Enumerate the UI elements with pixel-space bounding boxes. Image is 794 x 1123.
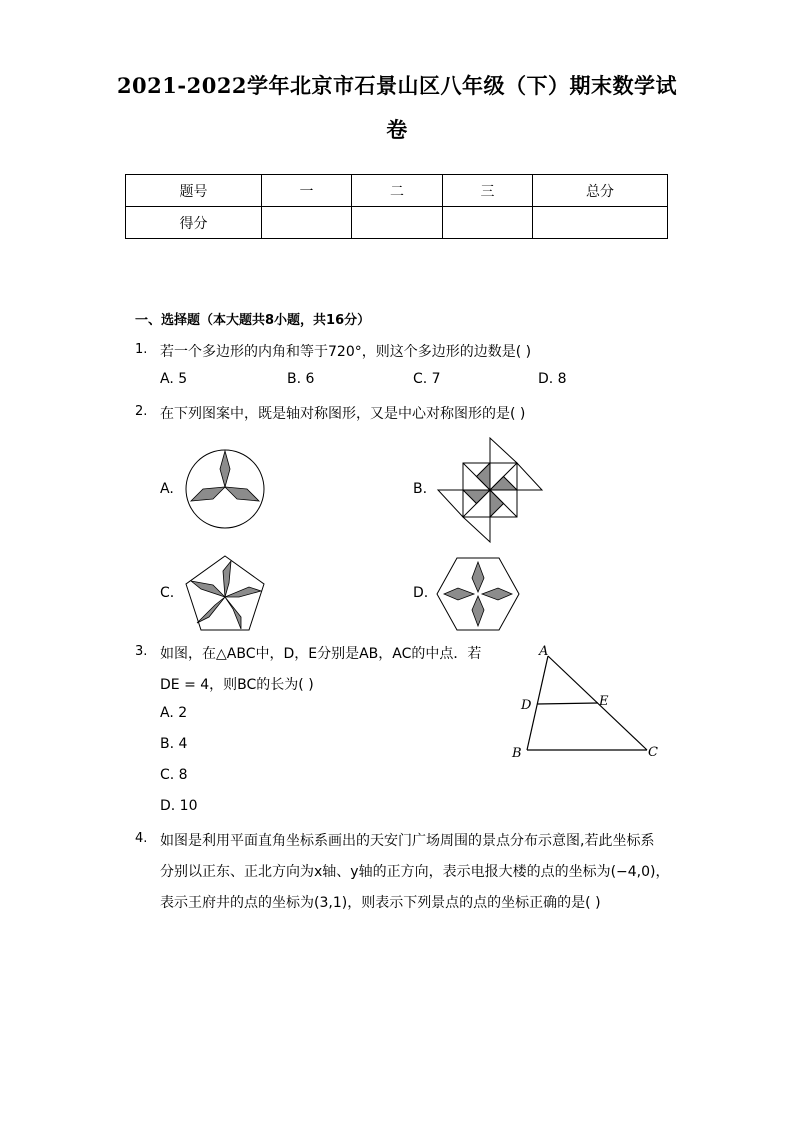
question-text: 若一个多边形的内角和等于720°，则这个多边形的边数是( ) — [160, 344, 532, 360]
question-number: 3. — [135, 644, 148, 659]
score-table — [125, 174, 668, 239]
table-cell-empty[interactable] — [533, 207, 668, 239]
question-text-line1: 如图是利用平面直角坐标系画出的天安门广场周围的景点分布示意图,若此坐标系 — [160, 833, 655, 849]
table-cell: 总分 — [533, 175, 668, 207]
option-d[interactable]: D. — [413, 585, 429, 601]
label-e: E — [599, 694, 609, 709]
label-c: C — [648, 745, 658, 760]
table-cell: 得分 — [126, 207, 262, 239]
question-text: 在下列图案中，既是轴对称图形，又是中心对称图形的是( ) — [160, 406, 526, 422]
question-text-line2: DE = 4，则BC的长为( ) — [160, 677, 314, 693]
page-title-line2: 卷 — [386, 117, 408, 142]
score-table-header-row — [126, 175, 668, 207]
table-cell: 一 — [262, 175, 352, 207]
option-c[interactable]: C. 7 — [413, 371, 441, 387]
table-cell-empty[interactable] — [443, 207, 533, 239]
score-table-score-row — [126, 207, 668, 239]
option-a[interactable]: A. — [160, 481, 174, 497]
option-a[interactable]: A. 5 — [160, 371, 188, 387]
question-text-line3: 表示王府井的点的坐标为(3,1)，则表示下列景点的点的坐标正确的是( ) — [160, 895, 601, 911]
option-d[interactable]: D. 8 — [538, 371, 567, 387]
page-title-line1: 2021-2022学年北京市石景山区八年级（下）期末数学试 — [116, 73, 678, 98]
table-cell-empty[interactable] — [352, 207, 443, 239]
segment-de — [537, 703, 598, 704]
table-cell: 题号 — [126, 175, 262, 207]
question-number: 1. — [135, 342, 148, 357]
table-cell: 三 — [443, 175, 533, 207]
section-heading: 一、选择题（本大题共8小题，共16分） — [135, 313, 371, 328]
option-a[interactable]: A. 2 — [160, 705, 188, 721]
question-text-line1: 如图，在△ABC中，D，E分别是AB，AC的中点．若 — [160, 646, 482, 662]
option-b[interactable]: B. 6 — [287, 371, 315, 387]
triangle-abc-figure — [505, 640, 670, 765]
table-cell-empty[interactable] — [262, 207, 352, 239]
pattern-d-figure — [436, 556, 520, 632]
question-number: 2. — [135, 404, 148, 419]
label-d: D — [521, 698, 532, 713]
option-b[interactable]: B. 4 — [160, 736, 188, 752]
option-c[interactable]: C. 8 — [160, 767, 188, 783]
option-d[interactable]: D. 10 — [160, 798, 198, 814]
pattern-c-figure — [183, 553, 267, 633]
question-number: 4. — [135, 831, 148, 846]
option-c[interactable]: C. — [160, 585, 175, 601]
pattern-a-figure — [183, 447, 267, 531]
label-b: B — [512, 746, 522, 761]
pattern-b-figure — [436, 436, 544, 544]
label-a: A — [539, 644, 549, 659]
option-b[interactable]: B. — [413, 481, 428, 497]
question-text-line2: 分别以正东、正北方向为x轴、y轴的正方向，表示电报大楼的点的坐标为(−4,0)， — [160, 864, 670, 880]
table-cell: 二 — [352, 175, 443, 207]
